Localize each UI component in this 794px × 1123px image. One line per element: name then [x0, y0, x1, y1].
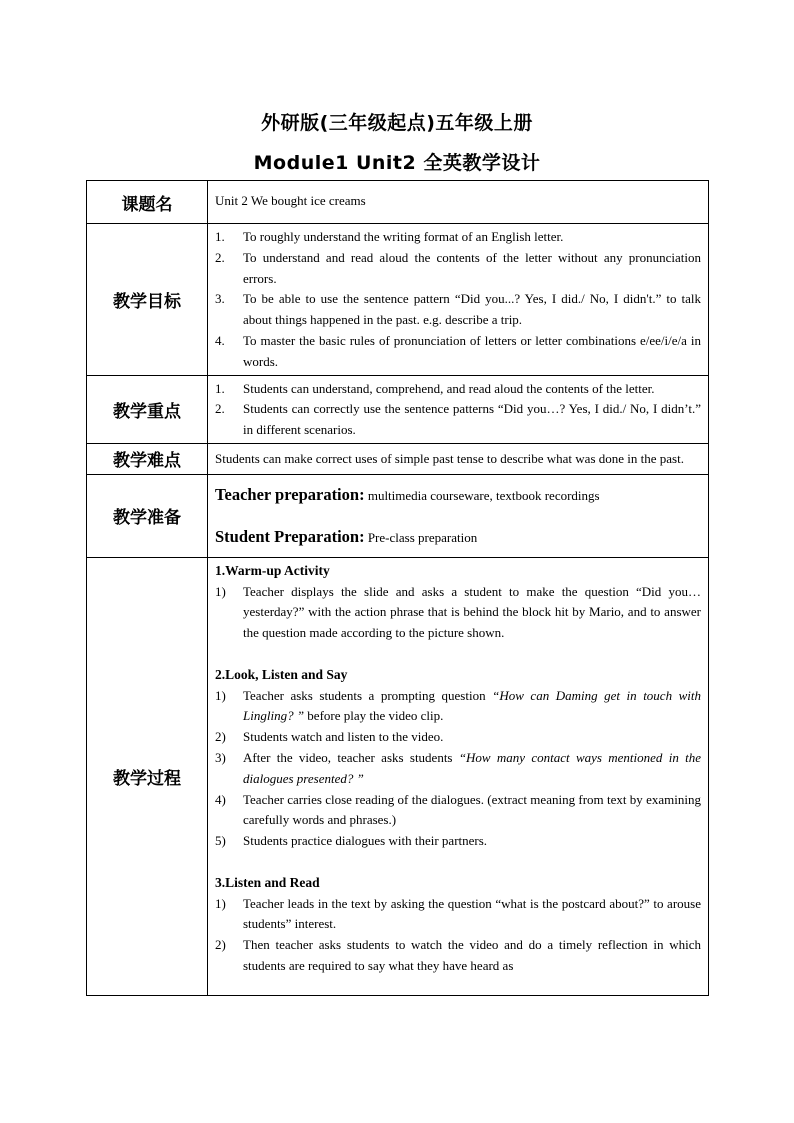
- list-item: [215, 399, 701, 441]
- row-objectives: [87, 224, 709, 376]
- list-item: [215, 289, 701, 331]
- item-number: 3.: [215, 291, 225, 307]
- item-number: 1.: [215, 380, 225, 396]
- item-number: 2.: [215, 401, 225, 417]
- row-key-points: [87, 375, 709, 443]
- student-preparation-text: Pre-class preparation: [364, 529, 478, 545]
- page-title: 外研版(三年级起点)五年级上册: [261, 112, 533, 134]
- item-text: Teacher carries close reading of the dialogues. (extract meaning from text by examining carefully words and phrases.): [243, 791, 701, 828]
- teacher-preparation: [215, 485, 701, 506]
- item-number: 2.: [215, 249, 225, 265]
- item-number: 1.: [215, 229, 225, 244]
- label-preparation: 教学准备: [87, 474, 208, 557]
- content-topic: [208, 181, 709, 224]
- item-text: To master the basic rules of pronunciation of letters or letter combinations e/ee/i/e/a in words.: [243, 332, 701, 369]
- topic-text: Unit 2 We bought ice creams: [215, 192, 366, 208]
- item-text: Teacher displays the slide and asks a student to make the question “Did you… yesterday?” with the action phrase that is behind the block hit by Mario, and to answer the question made according to the picture shown.: [243, 583, 701, 641]
- list-item: [215, 248, 701, 290]
- difficulties-text: Students can make correct uses of simple past tense to describe what was done in the past.: [215, 450, 684, 466]
- item-text: Students practice dialogues with their partners.: [243, 833, 488, 849]
- item-number: 4): [215, 791, 226, 807]
- list-item: [215, 748, 701, 790]
- item-number: 3): [215, 749, 226, 765]
- item-text: To be able to use the sentence pattern “Did you...? Yes, I did./ No, I didn't.” to talk about things happened in the past. e.g. describe a trip.: [243, 291, 701, 328]
- item-text: Students can correctly use the sentence patterns “Did you…? Yes, I did./ No, I didn’t.” in different scenarios.: [243, 401, 701, 438]
- content-key-points: [208, 375, 709, 443]
- item-number: 1): [215, 687, 226, 703]
- row-process: [87, 557, 709, 995]
- item-text: To roughly understand the writing format of an English letter.: [243, 229, 564, 244]
- item-number: 1): [215, 895, 226, 911]
- item-text: Then teacher asks students to watch the video and do a timely reflection in which students are required to say what they have heard as: [243, 937, 701, 973]
- list-item: [215, 790, 701, 832]
- label-process: 教学过程: [87, 557, 208, 995]
- list-item: [215, 894, 701, 936]
- item-text: To understand and read aloud the contents of the letter without any pronunciation errors.: [243, 249, 701, 286]
- label-key-points: 教学重点: [87, 375, 208, 443]
- list-item: [215, 227, 701, 248]
- content-objectives: [208, 224, 709, 376]
- list-item: [215, 582, 701, 644]
- list-item: [215, 727, 701, 748]
- lesson-plan-table: [86, 180, 709, 996]
- item-text: before play the video clip.: [304, 708, 444, 724]
- student-preparation-heading: Student Preparation:: [215, 526, 365, 546]
- student-preparation: [215, 527, 701, 548]
- section-title-warmup: 1.Warm-up Activity: [215, 562, 330, 578]
- teacher-preparation-heading: Teacher preparation:: [215, 484, 365, 504]
- item-number: 2): [215, 937, 226, 953]
- content-preparation: [208, 474, 709, 557]
- row-preparation: [87, 474, 709, 557]
- content-difficulties: [208, 443, 709, 474]
- list-item: [215, 379, 701, 400]
- row-topic: [87, 181, 709, 224]
- row-difficulties: [87, 443, 709, 474]
- label-topic: 课题名: [87, 181, 208, 224]
- item-text: Teacher leads in the text by asking the question “what is the postcard about?” to arouse students” interest.: [243, 895, 701, 932]
- content-process: [208, 557, 709, 995]
- item-text: Students can understand, comprehend, and read aloud the contents of the letter.: [243, 380, 655, 396]
- item-number: 2): [215, 729, 226, 745]
- item-question: “How can Daming get in touch with Lingling? ”: [243, 687, 701, 724]
- label-difficulties: 教学难点: [87, 443, 208, 474]
- section-title-listen-read: 3.Listen and Read: [215, 874, 320, 890]
- item-text: Teacher asks students a prompting question: [243, 687, 493, 703]
- item-number: 4.: [215, 332, 225, 348]
- teacher-preparation-text: multimedia courseware, textbook recordings: [364, 487, 600, 503]
- item-number: 1): [215, 583, 226, 599]
- item-text: After the video, teacher asks students: [243, 749, 459, 765]
- page-subtitle: Module1 Unit2 全英教学设计: [253, 152, 541, 174]
- list-item: [215, 831, 701, 852]
- item-question: “How many contact ways mentioned in the dialogues presented? ”: [243, 749, 702, 786]
- item-text: Students watch and listen to the video.: [243, 729, 444, 745]
- list-item: [215, 331, 701, 373]
- label-objectives: 教学目标: [87, 224, 208, 376]
- item-number: 5): [215, 833, 226, 849]
- section-title-look-listen-say: 2.Look, Listen and Say: [215, 666, 348, 682]
- list-item: [215, 686, 701, 728]
- list-item: [215, 935, 701, 977]
